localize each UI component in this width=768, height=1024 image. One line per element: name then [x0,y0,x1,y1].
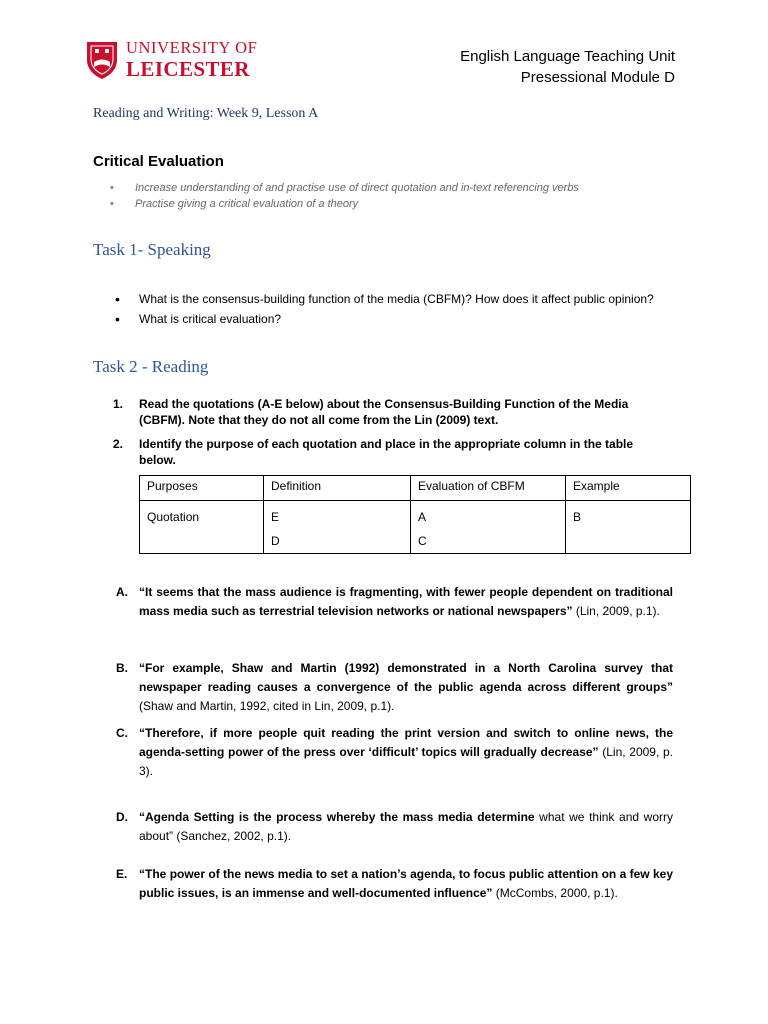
task2-heading: Task 2 - Reading [93,357,209,376]
task1-question: • What is critical evaluation? [110,311,670,327]
quotation-text: “Therefore, if more people quit reading the print version and switch to online news, the agenda-setting power of the press over ‘difficult’ topics will gradually decrease” [139,726,673,759]
step-number: 2. [113,437,124,451]
objective-item: • Increase understanding of and practise use of direct quotation and in-text referencing verbs [110,180,579,196]
definition-cell [264,501,411,554]
evaluation-cell [411,501,566,554]
quotation-text: “It seems that the mass audience is fragmenting, with fewer people dependent on traditional mass media such as terrestrial television networks or national newspapers” [139,585,673,618]
quotation-text: “Agenda Setting is the process whereby the mass media determine [139,810,535,824]
university-logo [85,40,257,80]
task1-question: • What is the consensus-building function of the media (CBFM)? How does it affect public opinion? [110,291,670,307]
table-header-cell: Purposes [140,476,264,501]
purposes-table [139,475,691,554]
quotation-e [116,865,673,903]
cell-letter: A [418,510,427,524]
cell-letter: D [271,534,280,548]
shield-crest-icon [85,40,119,80]
task2-step [113,436,668,468]
task1-heading: Task 1- Speaking [93,240,211,259]
quotation-text: “The power of the news media to set a nation’s agenda, to focus public attention on a few key public issues, is an immense and well-documented influence” [139,867,673,900]
quotation-citation: (Shaw and Martin, 1992, cited in Lin, 2009, p.1). [139,699,395,713]
task2-steps [113,396,668,476]
lesson-heading: Reading and Writing: Week 9, Lesson A [93,106,319,121]
table-row [140,501,691,554]
example-cell [566,501,691,554]
task2-step [113,396,668,428]
quotation-letter: C. [116,726,128,740]
quotation-d [116,808,673,846]
cell-letter: C [418,534,427,548]
quotation-citation: (Lin, 2009, p. 3). [139,745,673,778]
quotation-letter: E. [116,867,128,881]
quotation-letter: B. [116,661,128,675]
quotation-letter: A. [116,585,128,599]
section-title: Critical Evaluation [93,153,224,170]
quotation-citation: (Lin, 2009, p.1). [572,604,660,618]
table-header-cell: Evaluation of CBFM [411,476,566,501]
quotation-b [116,659,673,716]
cell-letter: E [271,510,280,524]
step-text: Identify the purpose of each quotation and place in the appropriate column in the table below. [139,437,634,467]
quotation-letter: D. [116,810,128,824]
quotation-citation: what we think and worry about” (Sanchez, 2002, p.1). [139,810,673,843]
module-name: Presessional Module D [520,69,675,86]
table-header-cell: Example [566,476,691,501]
table-header-cell: Definition [264,476,411,501]
quotation-text: “For example, Shaw and Martin (1992) demonstrated in a North Carolina survey that newspaper reading causes a convergence of the public agenda across different groups” [139,661,673,694]
task1-question-list [110,291,670,327]
unit-title [460,46,675,88]
quotation-c [116,724,673,781]
unit-name: English Language Teaching Unit [460,48,675,65]
logo-line-2: LEICESTER [126,56,250,81]
row-label-cell [140,501,264,554]
quotation-citation: (McCombs, 2000, p.1). [492,886,618,900]
step-number: 1. [113,397,124,411]
objective-item: • Practise giving a critical evaluation of a theory [110,196,579,212]
quotation-a [116,583,673,621]
cell-letter: B [573,510,582,524]
step-text: Read the quotations (A-E below) about the Consensus-Building Function of the Media (CBFM). Note that they do not all come from the Lin (2009) text. [139,397,629,427]
logo-line-1: UNIVERSITY OF [126,38,258,58]
table-header-row [140,476,691,501]
objectives-list [110,180,579,212]
row-label: Quotation [147,510,200,524]
